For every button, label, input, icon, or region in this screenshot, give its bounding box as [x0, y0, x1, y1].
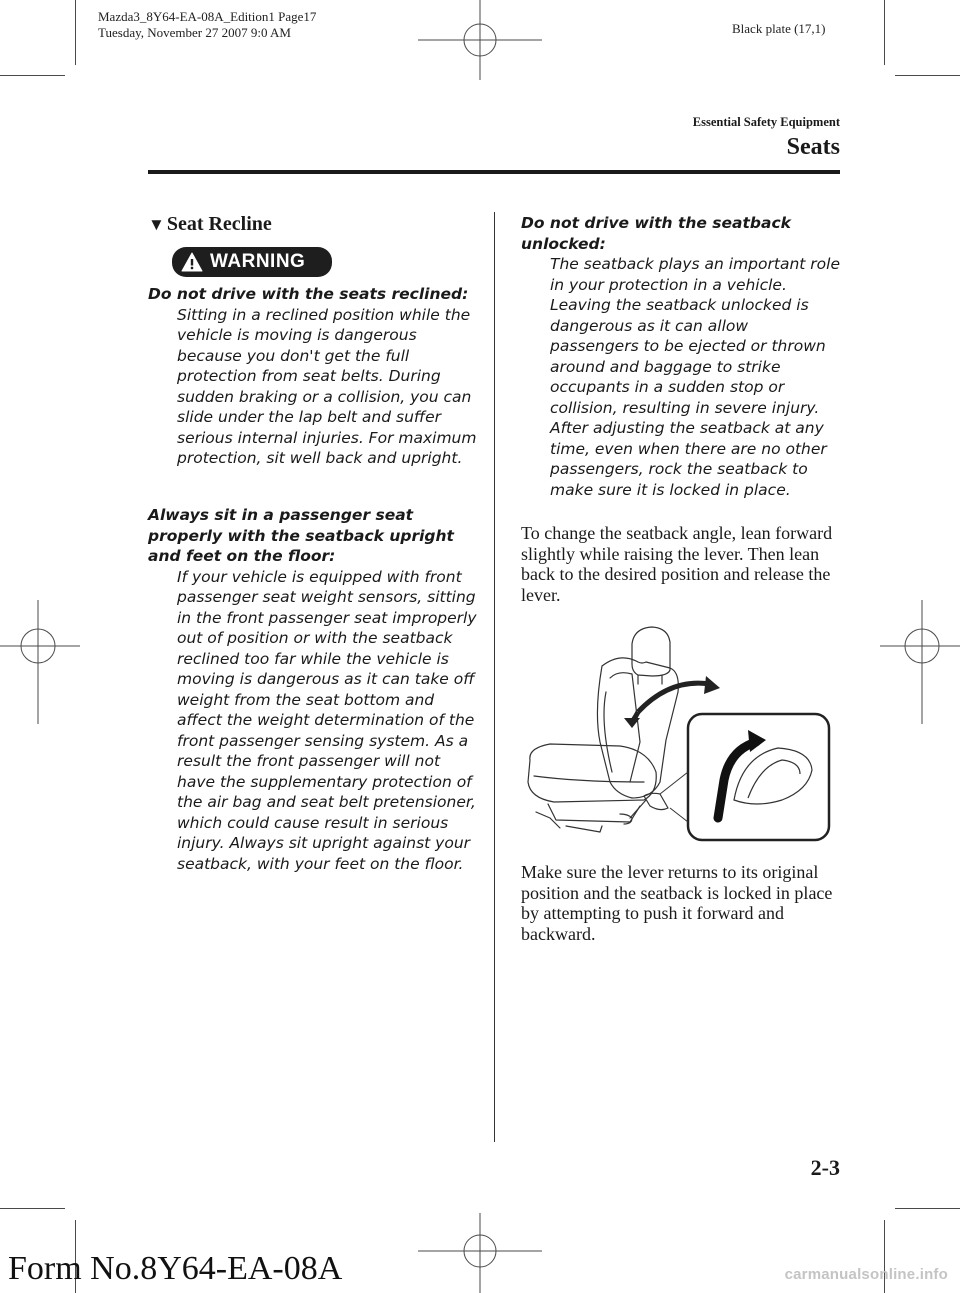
section-heading — [148, 213, 272, 236]
triangle-marker-icon: ▼ — [148, 215, 165, 234]
page-number: 2-3 — [810, 1155, 840, 1180]
print-meta-line2: Tuesday, November 27 2007 9:0 AM — [98, 25, 291, 40]
seat-recline-illustration-icon — [520, 622, 835, 844]
warning-item-1 — [148, 284, 478, 469]
warning-badge — [172, 247, 332, 277]
registration-target-bottom — [418, 1213, 542, 1293]
registration-target-right — [880, 600, 960, 724]
section-heading-text: Seat Recline — [166, 213, 272, 235]
warning-item-title: Do not drive with the seatback unlocked: — [521, 214, 791, 253]
warning-item-title: Always sit in a passenger seat properly with the seatback upright and feet on the floor: — [148, 506, 454, 565]
warning-label: WARNING — [210, 251, 306, 272]
section-label: Essential Safety Equipment — [692, 115, 840, 129]
warning-item-2 — [148, 505, 478, 874]
print-meta — [98, 9, 316, 41]
plate-label: Black plate (17,1) — [732, 21, 826, 36]
watermark: carmanualsonline.info — [784, 1266, 948, 1283]
warning-icon — [181, 251, 203, 273]
registration-target-top — [418, 0, 542, 80]
warning-item-body: If your vehicle is equipped with front passenger seat weight sensors, sitting in the front passenger seat improperly out of position or with the seatback reclined too far while the vehicle is moving is dangerous as it can take off weight from the seat bottom and affect the weight determination of the front passenger sensing system. As a result the front passenger will not have the supplementary protection of the air bag and seat belt pretensioner, which could cause result in serious injury. Always sit upright against your seatback, with your feet on the floor. — [177, 567, 477, 873]
instruction-paragraph-1: To change the seatback angle, lean forward slightly while raising the lever. Then lean back to the desired position and release the lever. — [521, 523, 833, 605]
registration-target-left — [0, 600, 80, 724]
chapter-title: Seats — [786, 134, 840, 160]
warning-item-title: Do not drive with the seats reclined: — [148, 285, 469, 303]
warning-item-3 — [521, 213, 841, 500]
print-meta-line1: Mazda3_8Y64-EA-08A_Edition1 Page17 — [98, 9, 317, 24]
header-rule — [148, 170, 840, 174]
warning-item-body: The seatback plays an important role in your protection in a vehicle. Leaving the seatback unlocked is dangerous as it can allow passengers to be ejected or thrown around and baggage to strike occupants in a sudden stop or collision, resulting in severe injury. After adjusting the seatback at any time, even when there are no other passengers, rock the seatback to make sure it is locked in place. — [550, 255, 840, 499]
column-divider — [494, 212, 495, 1142]
instruction-paragraph-2: Make sure the lever returns to its original position and the seatback is locked in place by attempting to push it forward and backward. — [521, 862, 833, 944]
form-number: Form No.8Y64-EA-08A — [8, 1250, 343, 1287]
warning-item-body: Sitting in a reclined position while the vehicle is moving is dangerous because you don't get the full protection from seat belts. During sudden braking or a collision, you can slide under the lap belt and suffer serious internal injuries. For maximum protection, sit well back and upright. — [177, 305, 477, 467]
